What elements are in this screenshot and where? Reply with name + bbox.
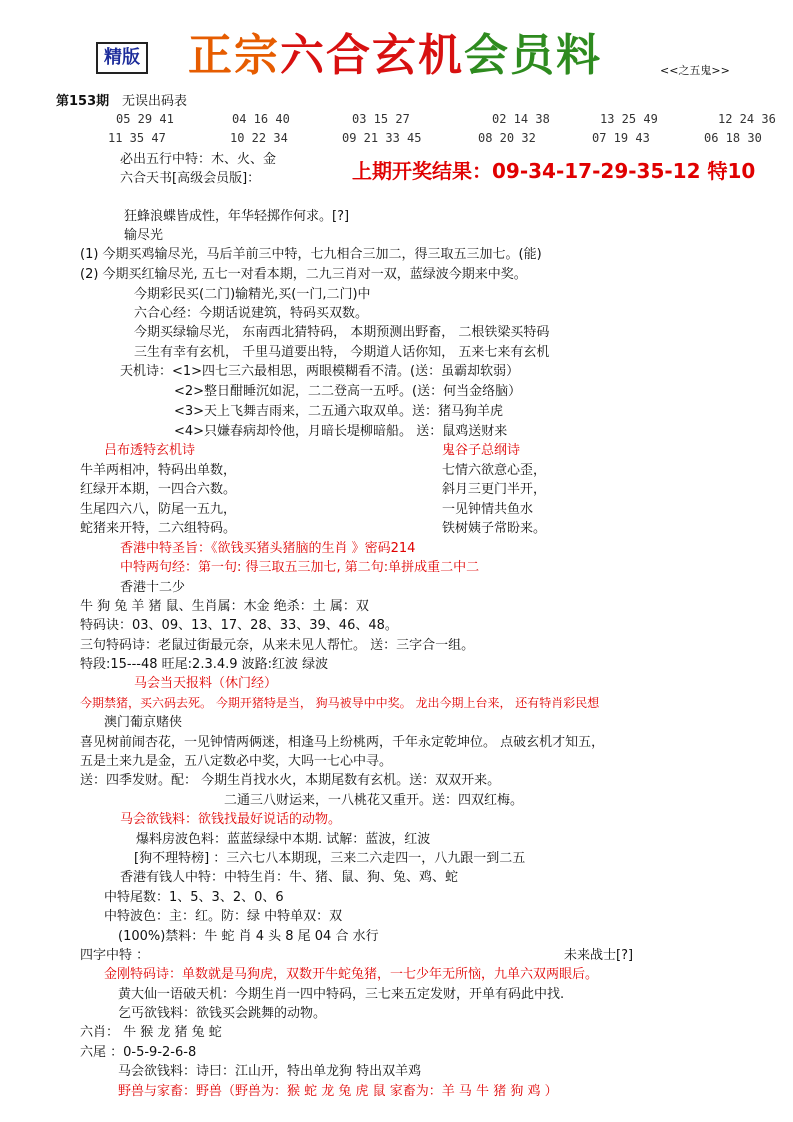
text-line: 狂蜂浪蝶皆成性，年华轻掷作何求。[?] — [124, 209, 350, 224]
num-r1-c3: 08 20 32 — [478, 131, 536, 145]
title-part-3: 会员料 — [464, 30, 602, 81]
text-line: 今期彩民买(二门)输精光,买(一门,二门)中 — [134, 287, 371, 302]
num-r0-c5: 12 24 36 — [718, 112, 776, 126]
text-line: 六肖： 牛 猴 龙 猪 兔 蛇 — [80, 1025, 222, 1040]
title-part-2: 六合玄机 — [280, 30, 464, 81]
text-line: 香港有钱人中特：中特生肖：牛、猪、鼠、狗、兔、鸡、蛇 — [120, 870, 459, 885]
text-line: <3>天上飞舞吉雨来，二五通六取双单。送：猪马狗羊虎 — [174, 404, 504, 419]
text-line: 斜月三更门半开， — [442, 482, 547, 497]
text-line: <4>只嫌春病却怜他，月暗长堤柳暗船。 送：鼠鸡送财来 — [174, 424, 508, 439]
text-line: 澳门葡京赌侠 — [104, 715, 183, 730]
red-line: 金刚特码诗：单数就是马狗虎，双数开牛蛇兔猪，一七少年无所恼，九单六双两眼后。 — [104, 967, 599, 982]
issue-label: 第153期 — [56, 94, 110, 109]
text-line: 蛇猪来开特，二六组特码。 — [80, 521, 237, 536]
text-line: 六尾 ：0-5-9-2-6-8 — [80, 1045, 197, 1060]
text-line: 四字中特 ： — [80, 948, 150, 963]
text-line: 牛 狗 兔 羊 猪 鼠、生肖属：木金 绝杀：土 属：双 — [80, 599, 369, 614]
issue-desc: 无误出码表 — [122, 94, 188, 109]
red-line: 野兽与家畜：野兽（野兽为：猴 蛇 龙 兔 虎 鼠 家畜为：羊 马 牛 猪 狗 鸡 ） — [118, 1084, 558, 1099]
section-heading: 鬼谷子总纲诗 — [442, 443, 521, 458]
red-line: 马会欲钱料：欲钱找最好说话的动物。 — [120, 812, 342, 827]
num-r1-c2: 09 21 33 45 — [342, 131, 422, 145]
num-r1-c1: 10 22 34 — [230, 131, 288, 145]
text-line: 生尾四六八，防尾一五九， — [80, 502, 237, 517]
num-r0-c0: 05 29 41 — [116, 112, 174, 126]
text-line: (1) 今期买鸡输尽光，马后羊前三中特，七九相合三加二，得三取五三加七。(能) — [80, 247, 542, 262]
num-r1-c0: 11 35 47 — [108, 131, 166, 145]
num-r0-c1: 04 16 40 — [232, 112, 290, 126]
text-line: 一见钟情共鱼水 — [442, 502, 534, 517]
text-line: 五是土来九是金，五八定数必中奖，大吗一七心中寻。 — [80, 754, 393, 769]
red-line: 马会当天报料（休门经） — [134, 676, 278, 691]
text-line: [狗不理特榜] ：三六七八本期现，三来二六走四一，八九跟一到二五 — [134, 851, 526, 866]
text-line: 七情六欲意心歪， — [442, 463, 547, 478]
num-r0-c3: 02 14 38 — [492, 112, 550, 126]
text-line: 乞丐欲钱料：欲钱买会跳舞的动物。 — [118, 1006, 327, 1021]
text-line: 今期买绿输尽光， 东南西北猜特码， 本期预测出野畜， 二根铁梁买特码 — [134, 325, 550, 340]
text-line: 输尽光 — [124, 228, 164, 243]
num-r0-c4: 13 25 49 — [600, 112, 658, 126]
text-line: 黄大仙一语破天机：今期生肖一四中特码，三七来五定发财，开单有码此中找. — [118, 987, 565, 1002]
red-line: 香港中特圣旨：《欲钱买猪头猪脑的生肖 》密码214 — [120, 541, 416, 556]
text-line: 三句特码诗：老鼠过街最元奈，从来未见人帮忙。 送：三字合一组。 — [80, 638, 475, 653]
text-line: (100%)禁料：牛 蛇 肖 4 头 8 尾 04 合 水行 — [118, 929, 379, 944]
num-r1-c4: 07 19 43 — [592, 131, 650, 145]
text-line: 铁树姨子常盼来。 — [442, 521, 547, 536]
red-line: 中特两句经：第一句: 得三取五三加七, 第二句:单拼成重二中二 — [120, 560, 480, 575]
text-line: 三生有幸有玄机， 千里马道要出特， 今期道人话你知， 五来七来有玄机 — [134, 345, 550, 360]
text-line: 中特波色：主：红。防：绿 中特单双：双 — [104, 909, 343, 924]
text-line: 六合天书[高级会员版]： — [120, 171, 261, 186]
text-line: 特段:15---48 旺尾:2.3.4.9 波路:红波 绿波 — [80, 657, 329, 672]
text-line: 六合心经：今期话说建筑，特码买双数。 — [134, 306, 369, 321]
text-line: 送：四季发财。配： 今期生肖找水火，本期尾数有玄机。送：双双开来。 — [80, 773, 501, 788]
title-part-1: 正宗 — [188, 30, 280, 81]
last-result: 上期开奖结果：09-34-17-29-35-12 特10 — [352, 159, 756, 183]
text-line: 香港十二少 — [120, 580, 186, 595]
text-line: 中特尾数：1、5、3、2、0、6 — [104, 890, 284, 905]
text-line: 二通三八财运来，一八桃花又重开。送：四双红梅。 — [224, 793, 524, 808]
text-line: <2>整日酣睡沉如泥，二二登高一五呼。(送：何当金络脑） — [174, 384, 522, 399]
red-line: 今期禁猪，买六码去死。 今期开猪特是当， 狗马被导中中奖。 龙出今期上台来， 还有特肖彩民想 — [80, 696, 600, 710]
num-r1-c5: 06 18 30 — [704, 131, 762, 145]
page-subtitle: <<之五鬼>> — [660, 64, 730, 77]
text-line: 特码诀：03、09、13、17、28、33、39、46、48。 — [80, 618, 398, 633]
section-heading: 吕布透特玄机诗 — [104, 443, 196, 458]
text-line: 红绿开本期，一四合六数。 — [80, 482, 237, 497]
text-line: 喜见树前闹杏花，一见钟情两俩迷，相逢马上纷桃两，千年永定乾坤位。 点破玄机才知五， — [80, 735, 605, 750]
edition-badge: 精版 — [96, 42, 148, 74]
text-line: 牛羊两相冲，特码出单数， — [80, 463, 237, 478]
text-line: 必出五行中特：木、火、金 — [120, 152, 277, 167]
text-line: 天机诗：<1>四七三六最相思，两眼模糊看不清。(送：虽霸却软弱） — [120, 364, 520, 379]
text-line: 未来战士[?] — [564, 948, 634, 963]
num-r0-c2: 03 15 27 — [352, 112, 410, 126]
page-title — [188, 28, 602, 84]
text-line: 爆料房波色料：蓝蓝绿绿中本期. 试解：蓝波，红波 — [136, 832, 431, 847]
text-line: (2) 今期买红输尽光, 五七一对看本期，二九三肖对一双，蓝绿波今期来中奖。 — [80, 267, 527, 282]
text-line: 马会欲钱料：诗曰：江山开，特出单龙狗 特出双羊鸡 — [118, 1064, 422, 1079]
